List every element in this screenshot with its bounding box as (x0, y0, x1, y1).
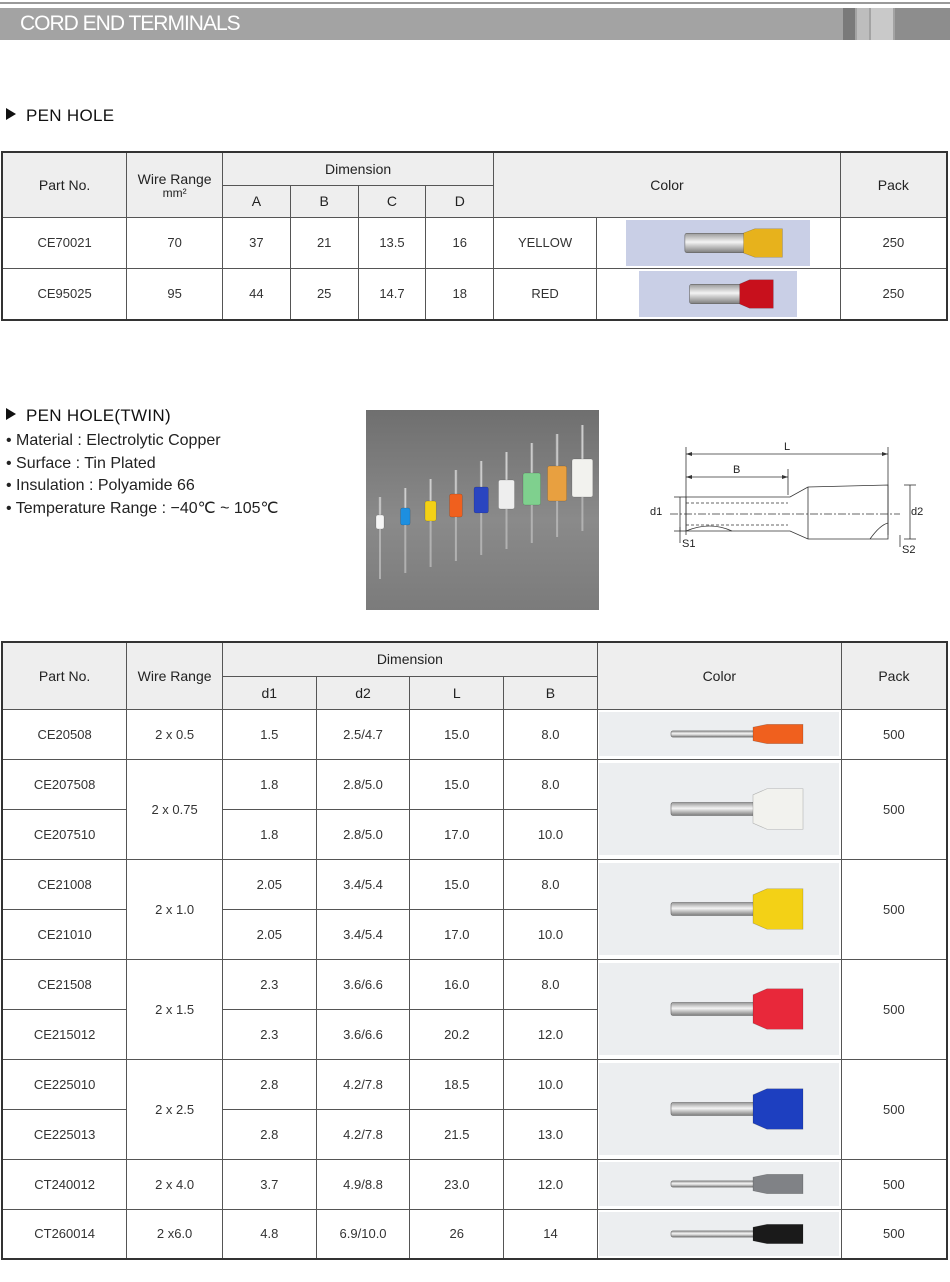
ferrule-photo (599, 1162, 839, 1206)
col-header-d2: d2 (316, 676, 410, 709)
cell-wire-range: 2 x 1.0 (127, 859, 223, 959)
table-row (2, 268, 947, 320)
col-header-a: A (223, 185, 291, 217)
cell-b: 21 (290, 217, 358, 268)
cell-d2: 3.4/5.4 (316, 859, 410, 909)
cell-a: 37 (223, 217, 291, 268)
cell-color-name: RED (494, 268, 597, 320)
cell-d1: 2.3 (222, 959, 316, 1009)
cell-color-photo (596, 217, 840, 268)
cell-d1: 2.05 (222, 909, 316, 959)
col-header-l: L (410, 676, 504, 709)
cell-b: 10.0 (504, 1059, 598, 1109)
wire-range-label: Wire Range (137, 170, 212, 187)
cell-wire-range: 95 (127, 268, 223, 320)
cell-l: 15.0 (410, 859, 504, 909)
col-header-b: B (504, 676, 598, 709)
cell-l: 16.0 (410, 959, 504, 1009)
cell-part-no: CE215012 (2, 1009, 127, 1059)
ferrule-graphic (626, 220, 810, 266)
banner-stripe (857, 8, 869, 40)
page-title: CORD END TERMINALS (20, 12, 240, 35)
cell-pack: 500 (841, 859, 947, 959)
cell-part-no: CE95025 (2, 268, 127, 320)
col-header-b: B (290, 185, 358, 217)
cell-b: 8.0 (504, 709, 598, 759)
cell-l: 15.0 (410, 709, 504, 759)
product-photo (366, 410, 599, 610)
cell-l: 26 (410, 1209, 504, 1259)
cell-color-photo (597, 1209, 841, 1259)
ferrule-photo (639, 271, 797, 317)
cell-l: 18.5 (410, 1059, 504, 1109)
cell-b: 12.0 (504, 1159, 598, 1209)
cell-l: 23.0 (410, 1159, 504, 1209)
cell-d1: 2.3 (222, 1009, 316, 1059)
cell-d1: 1.5 (222, 709, 316, 759)
cell-b: 13.0 (504, 1109, 598, 1159)
diagram-label-s2: S2 (902, 544, 916, 556)
cell-b: 25 (290, 268, 358, 320)
diagram-label-s1: S1 (682, 538, 696, 550)
ferrule-photo (599, 712, 839, 756)
cell-pack: 500 (841, 1159, 947, 1209)
cell-l: 21.5 (410, 1109, 504, 1159)
col-header-c: C (358, 185, 426, 217)
cell-wire-range: 70 (127, 217, 223, 268)
cell-part-no: CE21008 (2, 859, 127, 909)
ferrule-graphic (599, 1212, 839, 1256)
spec-surface: • Surface : Tin Plated (6, 454, 156, 472)
cell-b: 14 (504, 1209, 598, 1259)
cell-d1: 1.8 (222, 809, 316, 859)
table-row (2, 859, 947, 909)
cell-pack: 500 (841, 709, 947, 759)
cell-part-no: CE21010 (2, 909, 127, 959)
spec-list (6, 430, 279, 520)
cell-color-photo (596, 268, 840, 320)
spec-temperature: • Temperature Range : −40℃ ~ 105℃ (6, 499, 279, 517)
cell-d2: 3.6/6.6 (316, 1009, 410, 1059)
cell-l: 17.0 (410, 809, 504, 859)
cell-d1: 2.8 (222, 1059, 316, 1109)
cell-d2: 2.8/5.0 (316, 809, 410, 859)
col-header-color: Color (494, 152, 841, 217)
cell-part-no: CE207508 (2, 759, 127, 809)
ferrule-photo (599, 963, 839, 1055)
triangle-bullet-icon (6, 408, 16, 420)
cell-a: 44 (223, 268, 291, 320)
cell-wire-range: 2 x 1.5 (127, 959, 223, 1059)
ferrule-graphic (599, 1063, 839, 1155)
cell-d: 18 (426, 268, 494, 320)
cell-l: 20.2 (410, 1009, 504, 1059)
ferrule-graphic (639, 271, 797, 317)
pen-hole-table (1, 151, 948, 321)
ferrule-graphic (599, 1162, 839, 1206)
cell-pack: 500 (841, 1059, 947, 1159)
cell-pack: 500 (841, 959, 947, 1059)
table-row (2, 1209, 947, 1259)
section-title-pen-hole-twin: PEN HOLE(TWIN) (6, 406, 171, 426)
table-row (2, 217, 947, 268)
diagram-label-d2: d2 (911, 506, 924, 518)
col-header-wire-range (127, 152, 223, 217)
section-title-pen-hole: PEN HOLE (6, 106, 114, 126)
cell-b: 8.0 (504, 759, 598, 809)
table-row (2, 759, 947, 809)
cell-color-photo (597, 1159, 841, 1209)
diagram-label-b: B (733, 464, 741, 476)
col-header-dimension: Dimension (222, 642, 597, 676)
ferrule-graphic (599, 963, 839, 1055)
table-row (2, 1059, 947, 1109)
banner-stripe (843, 8, 855, 40)
triangle-bullet-icon (6, 108, 16, 120)
col-header-color: Color (597, 642, 841, 709)
cell-color-photo (597, 709, 841, 759)
cell-part-no: CE225010 (2, 1059, 127, 1109)
cell-d1: 2.8 (222, 1109, 316, 1159)
banner-stripe (895, 8, 950, 40)
cell-part-no: CE70021 (2, 217, 127, 268)
cell-d: 16 (426, 217, 494, 268)
cell-d2: 2.5/4.7 (316, 709, 410, 759)
spec-material: • Material : Electrolytic Copper (6, 432, 221, 449)
col-header-wire-range: Wire Range (127, 642, 223, 709)
ferrule-assortment-image (366, 410, 599, 610)
cell-color-photo (597, 759, 841, 859)
cell-color-photo (597, 859, 841, 959)
cell-d2: 3.6/6.6 (316, 959, 410, 1009)
spec-insulation: • Insulation : Polyamide 66 (6, 477, 195, 494)
ferrule-photo (599, 1212, 839, 1256)
col-header-d1: d1 (222, 676, 316, 709)
cell-c: 14.7 (358, 268, 426, 320)
cell-part-no: CE225013 (2, 1109, 127, 1159)
table-row (2, 959, 947, 1009)
ferrule-photo (599, 1063, 839, 1155)
diagram-label-d1: d1 (650, 506, 663, 518)
diagram-label-l: L (784, 441, 791, 453)
dimension-diagram (640, 435, 930, 575)
pen-hole-twin-table (1, 641, 948, 1260)
cell-d2: 3.4/5.4 (316, 909, 410, 959)
banner-stripe (871, 8, 893, 40)
cell-color-photo (597, 1059, 841, 1159)
cell-d2: 2.8/5.0 (316, 759, 410, 809)
cell-wire-range: 2 x 0.5 (127, 709, 223, 759)
col-header-part-no: Part No. (2, 642, 127, 709)
header-banner (0, 8, 950, 40)
cell-part-no: CE207510 (2, 809, 127, 859)
cell-d2: 4.2/7.8 (316, 1109, 410, 1159)
cell-part-no: CE20508 (2, 709, 127, 759)
cell-wire-range: 2 x6.0 (127, 1209, 223, 1259)
cell-part-no: CT240012 (2, 1159, 127, 1209)
table-row (2, 1159, 947, 1209)
col-header-dimension: Dimension (223, 152, 494, 185)
ferrule-photo (626, 220, 810, 266)
wire-unit: mm² (162, 185, 187, 200)
cell-b: 10.0 (504, 909, 598, 959)
ferrule-graphic (599, 863, 839, 955)
cell-l: 15.0 (410, 759, 504, 809)
cell-d1: 2.05 (222, 859, 316, 909)
cell-b: 12.0 (504, 1009, 598, 1059)
cell-wire-range: 2 x 2.5 (127, 1059, 223, 1159)
cell-pack: 500 (841, 1209, 947, 1259)
ferrule-graphic (599, 763, 839, 855)
cell-b: 8.0 (504, 959, 598, 1009)
ferrule-photo (599, 863, 839, 955)
cell-l: 17.0 (410, 909, 504, 959)
ferrule-photo (599, 763, 839, 855)
cell-color-name: YELLOW (494, 217, 597, 268)
cell-pack: 500 (841, 759, 947, 859)
col-header-part-no: Part No. (2, 152, 127, 217)
col-header-pack: Pack (841, 642, 947, 709)
cell-c: 13.5 (358, 217, 426, 268)
table-row (2, 709, 947, 759)
cell-pack: 250 (840, 217, 947, 268)
cell-d2: 6.9/10.0 (316, 1209, 410, 1259)
cell-b: 8.0 (504, 859, 598, 909)
cell-part-no: CE21508 (2, 959, 127, 1009)
cell-d1: 1.8 (222, 759, 316, 809)
cell-pack: 250 (840, 268, 947, 320)
cell-wire-range: 2 x 4.0 (127, 1159, 223, 1209)
ferrule-graphic (599, 712, 839, 756)
col-header-d: D (426, 185, 494, 217)
cell-d1: 3.7 (222, 1159, 316, 1209)
cell-d2: 4.9/8.8 (316, 1159, 410, 1209)
cell-b: 10.0 (504, 809, 598, 859)
col-header-pack: Pack (840, 152, 947, 217)
cell-color-photo (597, 959, 841, 1059)
cell-d1: 4.8 (222, 1209, 316, 1259)
cell-wire-range: 2 x 0.75 (127, 759, 223, 859)
cell-d2: 4.2/7.8 (316, 1059, 410, 1109)
cell-part-no: CT260014 (2, 1209, 127, 1259)
top-rule (0, 2, 950, 4)
